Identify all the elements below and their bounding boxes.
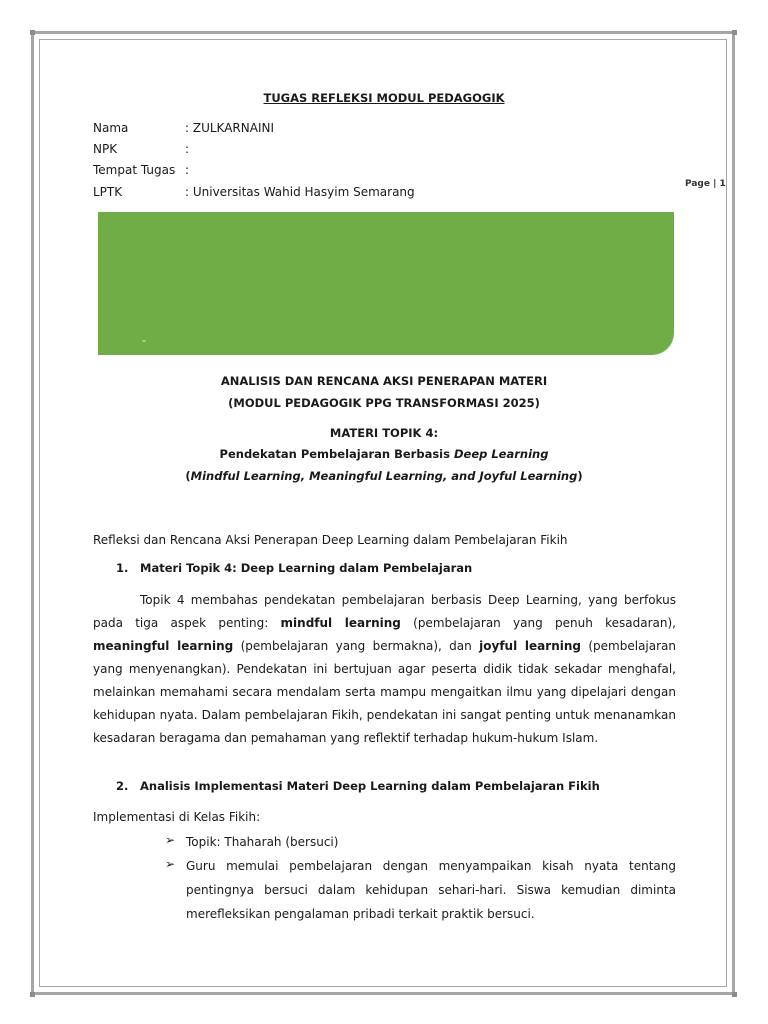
- info-label: NPK: [93, 142, 118, 156]
- para-text: (pembelajaran yang bermakna), dan: [233, 639, 480, 653]
- border-corner: [732, 30, 737, 35]
- info-row-nama: [93, 121, 274, 135]
- document-title: TUGAS REFLEKSI MODUL PEDAGOGIK: [263, 91, 505, 105]
- bullet-arrow-icon: ➢: [165, 857, 176, 871]
- info-value: :: [185, 163, 190, 177]
- paren-open: (: [185, 469, 191, 483]
- info-label: Nama: [93, 121, 129, 135]
- info-label: Tempat Tugas: [93, 163, 176, 177]
- page-number: Page | 1: [685, 179, 726, 189]
- green-banner: [98, 212, 674, 355]
- materi-subtitle: [0, 447, 768, 461]
- paren-close: ): [577, 469, 583, 483]
- term-meaningful: meaningful learning: [93, 639, 234, 653]
- term-joyful: joyful learning: [479, 639, 581, 653]
- banner-text: -: [142, 334, 146, 347]
- section-2-intro: Implementasi di Kelas Fikih:: [93, 810, 261, 824]
- border-corner: [30, 992, 35, 997]
- bullet-item: Topik: Thaharah (bersuci): [186, 835, 339, 849]
- analysis-subtitle: (MODUL PEDAGOGIK PPG TRANSFORMASI 2025): [228, 396, 540, 410]
- para-text: (pembelajaran yang penuh kesadaran),: [400, 616, 676, 630]
- bullet-item: Guru memulai pembelajaran dengan menyampaikan kisah nyata tentang pentingnya bersuci dalam kehidupan sehari-hari. Siswa kemudian diminta merefleksikan pengalaman pribadi terkait praktik bersuci.: [186, 859, 676, 921]
- section-title: Materi Topik 4: Deep Learning dalam Pembelajaran: [140, 561, 473, 575]
- term-mindful: mindful learning: [280, 616, 401, 630]
- info-value: : Universitas Wahid Hasyim Semarang: [185, 185, 415, 199]
- intro-text: Refleksi dan Rencana Aksi Penerapan Deep Learning dalam Pembelajaran Fikih: [93, 533, 568, 547]
- info-value: : ZULKARNAINI: [185, 121, 274, 135]
- para-text: Topik 4 membahas pendekatan pembelajaran berbasis Deep Learning, yang berfokus pada tiga aspek penting:: [93, 593, 676, 630]
- materi-title: MATERI TOPIK 4:: [329, 426, 439, 440]
- materi-subtitle-italic: Deep Learning: [453, 447, 549, 461]
- section-title: Analisis Implementasi Materi Deep Learning dalam Pembelajaran Fikih: [140, 779, 600, 793]
- info-row-lptk: [93, 185, 415, 199]
- border-corner: [30, 30, 35, 35]
- analysis-title: ANALISIS DAN RENCANA AKSI PENERAPAN MATERI: [220, 374, 548, 388]
- info-label: LPTK: [93, 185, 123, 199]
- materi-subtitle-text: Pendekatan Pembelajaran Berbasis: [219, 447, 454, 461]
- bullet-arrow-icon: ➢: [165, 833, 176, 847]
- info-value: :: [185, 142, 190, 156]
- materi-keywords: [0, 469, 768, 483]
- section-number: 2.: [116, 779, 129, 793]
- info-row-npk: [93, 142, 189, 156]
- border-corner: [732, 992, 737, 997]
- materi-keywords-text: Mindful Learning, Meaningful Learning, and Joyful Learning: [190, 469, 578, 483]
- para-text: (pembelajaran yang menyenangkan). Pendekatan ini bertujuan agar peserta didik tidak sekadar menghafal, melainkan memahami secara mendalam serta mampu mengaitkan ilmu yang dipelajari dengan kehidupan nyata. Dalam pembelajaran Fikih, pendekatan ini sangat penting untuk menanamkan kesadaran beragama dan pemahaman yang reflektif terhadap hukum-hukum Islam.: [93, 639, 677, 745]
- section-number: 1.: [116, 561, 129, 575]
- info-row-tempat-tugas: [93, 163, 189, 177]
- section-1-paragraph: [93, 589, 676, 750]
